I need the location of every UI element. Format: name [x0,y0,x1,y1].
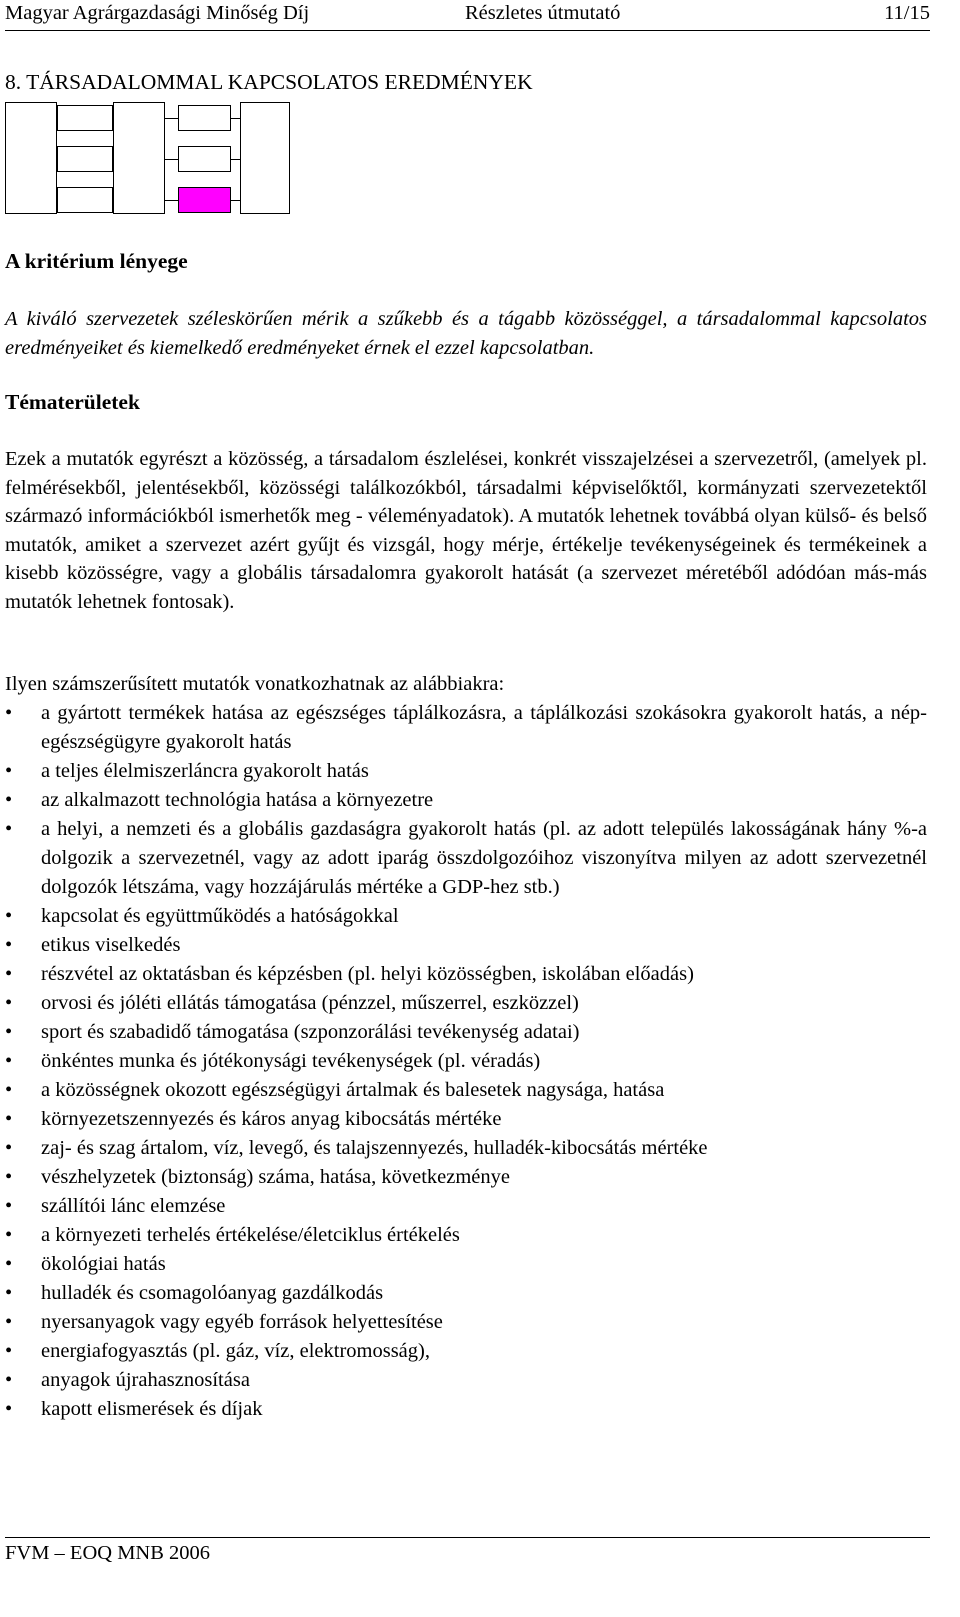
header-title: Magyar Agrárgazdasági Minőség Díj [5,2,310,24]
list-item-text: a környezeti terhelés értékelése/életciklus értékelés [41,1224,460,1246]
list-item [5,1337,927,1366]
list-item-text: önkéntes munka és jótékonysági tevékenységek (pl. véradás) [41,1050,541,1072]
bullet-icon: • [5,702,13,724]
bullet-icon: • [5,789,13,811]
list-item-text: sport és szabadidő támogatása (szponzorálási tevékenység adatai) [41,1021,580,1043]
list-item [5,1163,927,1192]
list-item [5,989,927,1018]
model-box-key-results [240,102,290,214]
model-box [57,146,113,172]
topics-heading: Tématerületek [5,390,140,414]
connector-line [231,159,240,160]
topics-paragraph: Ezek a mutatók egyrészt a közösség, a társadalom észlelései, konkrét visszajelzései a szervezetről, (amelyek pl. felmérésekből, jelentésekből, közösségi találkozókból, társadalmi képviselőktől, kormányzati szervezetektől származó információkból ismerhetők meg - véleményadatok). A mutatók lehetnek továbbá olyan külső- és belső mutatók, amiket a szervezet azért gyűjt és vizsgál, hogy mérje, értékelje tevékenységeinek és termékeinek a kisebb közösségre, vagy a globális társadalomra gyakorolt hatását (a szervezet méretéből adódóan más-más mutatók lehetnek fontosak). [5,448,927,613]
bullet-icon: • [5,1050,13,1072]
list-item [5,1076,927,1105]
bullet-icon: • [5,818,13,840]
list-item [5,1221,927,1250]
list-item-text: ökológiai hatás [41,1253,166,1275]
list-item [5,1047,927,1076]
list-item [5,931,927,960]
header-rule [5,30,930,31]
model-box [178,105,231,131]
bullet-icon: • [5,1369,13,1391]
list-item-text: orvosi és jóléti ellátás támogatása (pénzzel, műszerrel, eszközzel) [41,992,579,1014]
list-item [5,1366,927,1395]
list-item [5,960,927,989]
list-item [5,902,927,931]
list-item [5,1105,927,1134]
list-item [5,815,927,902]
bullet-icon: • [5,992,13,1014]
criteria-model-diagram [5,102,290,216]
model-box [57,187,113,213]
bullet-icon: • [5,1398,13,1420]
list-item [5,1250,927,1279]
model-box-society-results-highlighted [178,187,231,213]
bullet-icon: • [5,1253,13,1275]
connector-line [165,118,178,119]
list-item-text: részvétel az oktatásban és képzésben (pl. helyi közösségben, iskolában előadás) [41,963,694,985]
model-box [57,105,113,131]
bullet-icon: • [5,1166,13,1188]
list-item-text: energiafogyasztás (pl. gáz, víz, elektromosság), [41,1340,430,1362]
list-item-text: anyagok újrahasznosítása [41,1369,250,1391]
criterion-description: A kiváló szervezetek széleskörűen mérik a szűkebb és a tágabb közösséggel, a társadalommal kapcsolatos eredményeiket és kiemelkedő eredményeket érnek el ezzel kapcsolatban. [5,308,927,359]
bullet-icon: • [5,1079,13,1101]
list-item [5,1018,927,1047]
bullet-icon: • [5,1311,13,1333]
list-item-text: a teljes élelmiszerláncra gyakorolt hatás [41,760,369,782]
criterion-heading: A kritérium lényege [5,249,188,273]
section-title: 8. TÁRSADALOMMAL KAPCSOLATOS EREDMÉNYEK [5,70,533,94]
model-box-processes [113,102,165,214]
list-item [5,1192,927,1221]
list-item-text: etikus viselkedés [41,934,181,956]
model-box [178,146,231,172]
indicator-list [5,699,927,1424]
model-box-enablers-left [5,102,57,214]
list-item-text: a gyártott termékek hatása az egészséges táplálkozásra, a táplálkozási szokásokra gyakorolt hatás, a nép-egészségügyre gyakorolt hatás [41,702,927,753]
list-item [5,699,927,757]
list-item-text: a közösségnek okozott egészségügyi ártalmak és balesetek nagysága, hatása [41,1079,665,1101]
list-item-text: kapott elismerések és díjak [41,1398,263,1420]
list-item-text: szállítói lánc elemzése [41,1195,226,1217]
list-item-text: az alkalmazott technológia hatása a környezetre [41,789,434,811]
connector-line [231,118,240,119]
page-header [5,0,930,30]
bullet-icon: • [5,1137,13,1159]
list-item [5,757,927,786]
list-item [5,786,927,815]
list-item-text: kapcsolat és együttműködés a hatóságokkal [41,905,399,927]
bullet-icon: • [5,1021,13,1043]
list-item [5,1308,927,1337]
bullet-icon: • [5,934,13,956]
bullet-icon: • [5,1340,13,1362]
header-subtitle: Részletes útmutató [465,2,621,24]
list-item-text: a helyi, a nemzeti és a globális gazdaságra gyakorolt hatás (pl. az adott település lakosságának hány %-a dolgozik a szervezetnél, vagy az adott iparág összdolgozóihoz viszonyítva milyen az adott szervezetnél dolgozók létszáma, vagy hozzájárulás mértéke a GDP-hez stb.) [41,818,927,898]
indicators-intro: Ilyen számszerűsített mutatók vonatkozhatnak az alábbiakra: [5,673,505,695]
list-item-text: hulladék és csomagolóanyag gazdálkodás [41,1282,384,1304]
bullet-icon: • [5,963,13,985]
list-item [5,1395,927,1424]
connector-line [165,159,178,160]
list-item [5,1134,927,1163]
list-item-text: környezetszennyezés és káros anyag kibocsátás mértéke [41,1108,502,1130]
list-item-text: zaj- és szag ártalom, víz, levegő, és talajszennyezés, hulladék-kibocsátás mértéke [41,1137,708,1159]
bullet-icon: • [5,1195,13,1217]
list-item [5,1279,927,1308]
connector-line [165,200,178,201]
list-item-text: nyersanyagok vagy egyéb források helyettesítése [41,1311,443,1333]
connector-line [231,200,240,201]
footer-rule [5,1537,930,1538]
page-number: 11/15 [884,2,930,24]
bullet-icon: • [5,1108,13,1130]
bullet-icon: • [5,905,13,927]
bullet-icon: • [5,1282,13,1304]
bullet-icon: • [5,1224,13,1246]
list-item-text: vészhelyzetek (biztonság) száma, hatása, következménye [41,1166,511,1188]
page-footer: FVM – EOQ MNB 2006 [5,1542,211,1564]
bullet-icon: • [5,760,13,782]
